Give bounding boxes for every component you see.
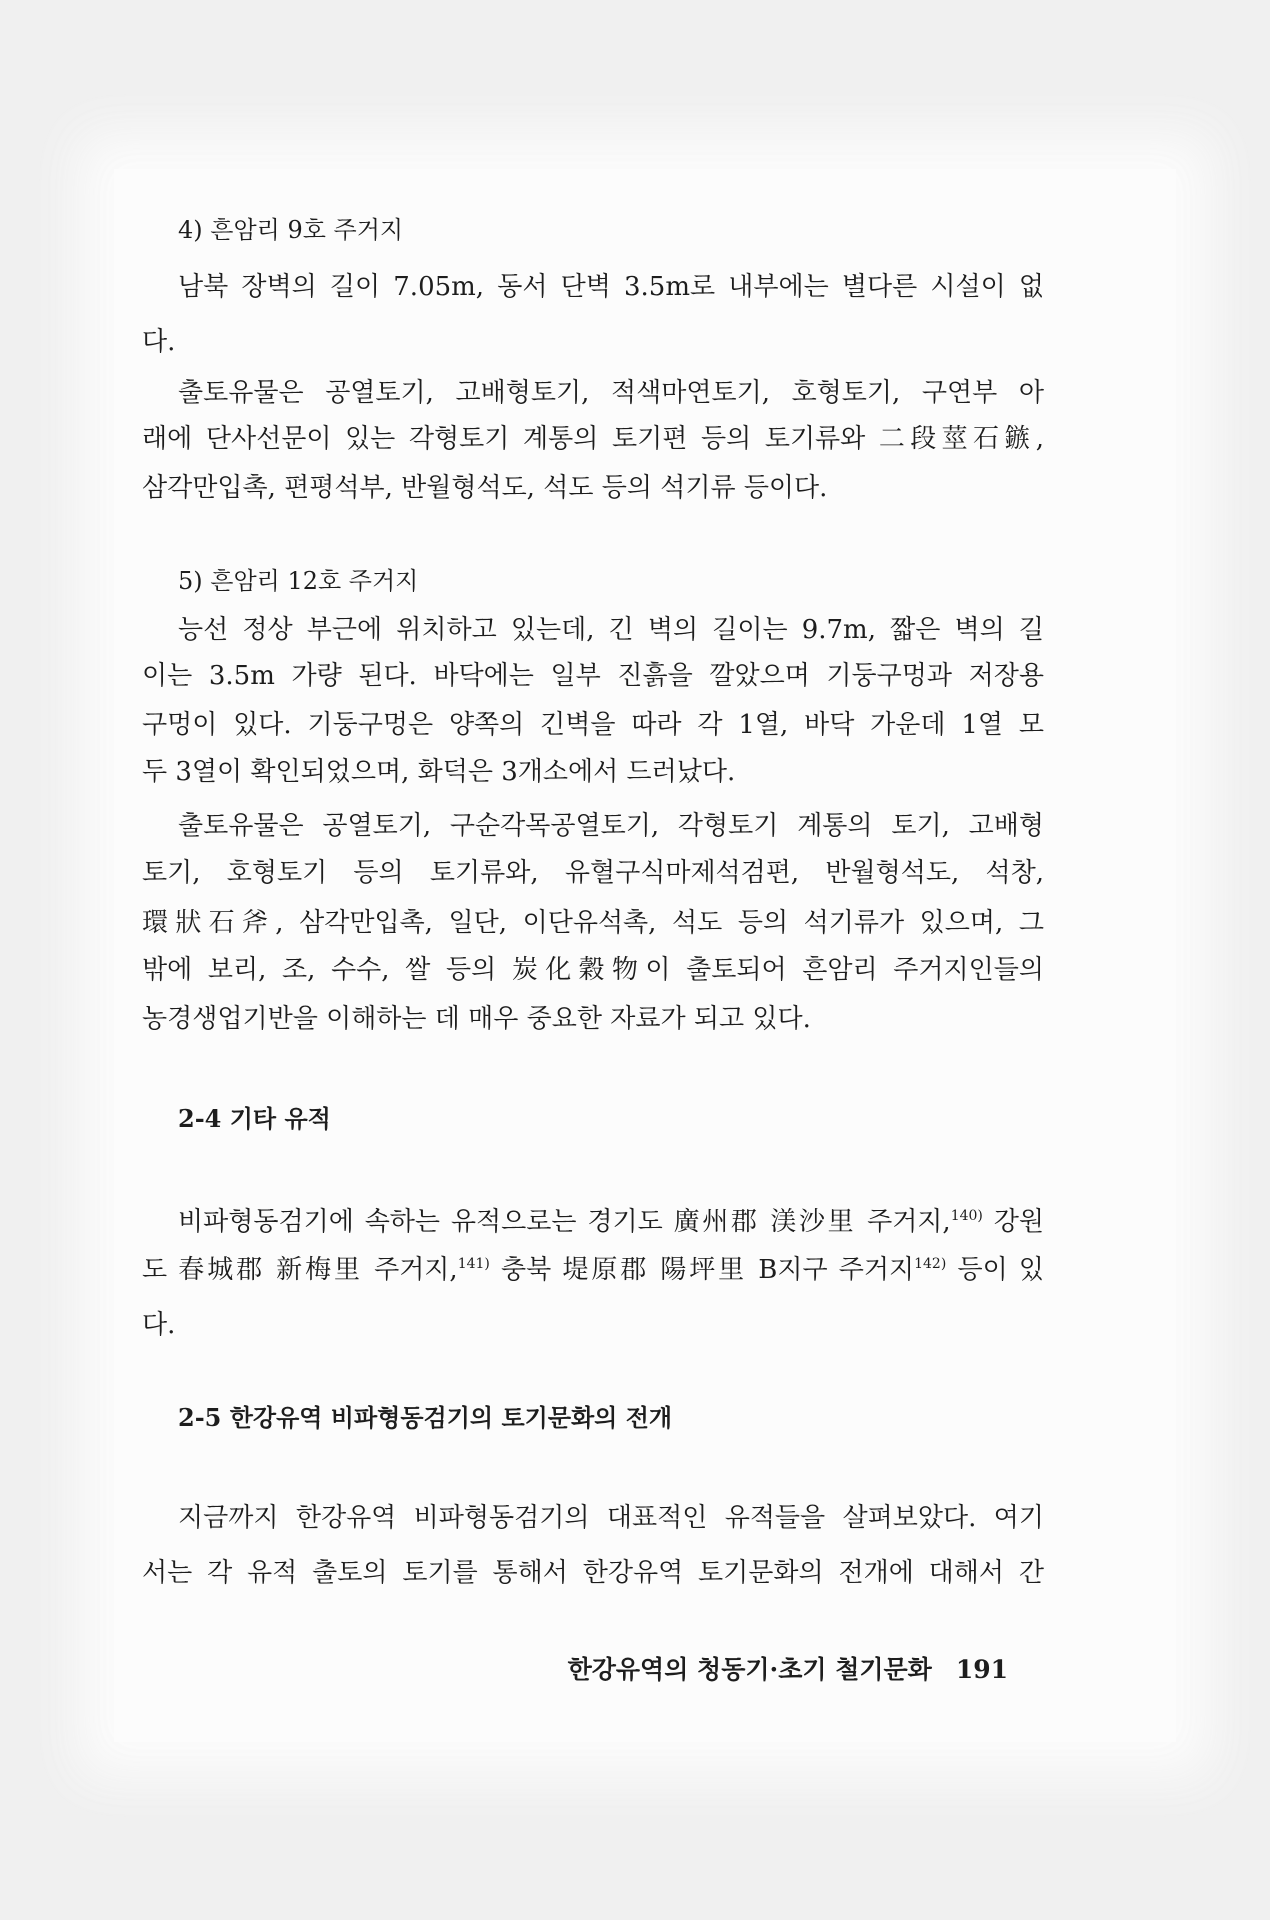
body-line: 구멍이 있다. 기둥구멍은 양쪽의 긴벽을 따라 각 1열, 바닥 가운데 1열 모	[142, 710, 1044, 740]
body-line: 남북 장벽의 길이 7.05m, 동서 단벽 3.5m로 내부에는 별다른 시설이 없	[178, 272, 1044, 302]
body-line: 삼각만입촉, 편평석부, 반월형석도, 석도 등의 석기류 등이다.	[142, 473, 828, 503]
line-text: 등이 있	[946, 1255, 1044, 1285]
section-heading: 4) 흔암리 9호 주거지	[178, 216, 404, 244]
line-text: 비파형동검기에 속하는 유적으로는 경기도 廣州郡 渼沙里 주거지,	[178, 1207, 951, 1237]
body-line: 서는 각 유적 출토의 토기를 통해서 한강유역 토기문화의 전개에 대해서 간	[142, 1558, 1044, 1588]
body-line	[142, 1250, 1044, 1290]
body-line: 다.	[142, 1310, 176, 1340]
body-line: 다.	[142, 327, 176, 357]
page-number: 191	[955, 1655, 1008, 1684]
footnote-ref: 140)	[950, 1208, 983, 1224]
body-line: 두 3열이 확인되었으며, 화덕은 3개소에서 드러났다.	[142, 757, 736, 787]
body-line	[178, 1202, 1044, 1242]
running-footer	[568, 1650, 1008, 1690]
body-line: 능선 정상 부근에 위치하고 있는데, 긴 벽의 길이는 9.7m, 짧은 벽의 길	[178, 615, 1044, 645]
body-line: 토기, 호형토기 등의 토기류와, 유혈구식마제석검편, 반월형석도, 석창,	[142, 858, 1044, 888]
body-line: 래에 단사선문이 있는 각형토기 계통의 토기편 등의 토기류와 二段莖石鏃,	[142, 424, 1044, 454]
running-footer-title: 한강유역의 청동기·초기 철기문화	[567, 1655, 932, 1684]
footnote-ref: 141)	[457, 1256, 490, 1272]
section-heading: 2-5 한강유역 비파형동검기의 토기문화의 전개	[178, 1403, 673, 1432]
body-line: 環狀石斧, 삼각만입촉, 일단, 이단유석촉, 석도 등의 석기류가 있으며, 그	[142, 908, 1044, 938]
footnote-ref: 142)	[914, 1256, 947, 1272]
body-line: 출토유물은 공열토기, 구순각목공열토기, 각형토기 계통의 토기, 고배형	[178, 811, 1044, 841]
line-text: 도 春城郡 新梅里 주거지,	[142, 1255, 458, 1285]
body-line: 밖에 보리, 조, 수수, 쌀 등의 炭化穀物이 출토되어 흔암리 주거지인들의	[142, 955, 1044, 985]
section-heading: 2-4 기타 유적	[178, 1104, 331, 1133]
body-line: 농경생업기반을 이해하는 데 매우 중요한 자료가 되고 있다.	[142, 1004, 811, 1034]
line-text: 충북 堤原郡 陽坪里 B지구 주거지	[489, 1255, 915, 1285]
body-line: 출토유물은 공열토기, 고배형토기, 적색마연토기, 호형토기, 구연부 아	[178, 378, 1044, 408]
body-line: 지금까지 한강유역 비파형동검기의 대표적인 유적들을 살펴보았다. 여기	[178, 1503, 1044, 1533]
section-heading: 5) 흔암리 12호 주거지	[178, 567, 419, 595]
body-line: 이는 3.5m 가량 된다. 바닥에는 일부 진흙을 깔았으며 기둥구멍과 저장용	[142, 661, 1044, 691]
line-text: 강원	[982, 1207, 1044, 1237]
